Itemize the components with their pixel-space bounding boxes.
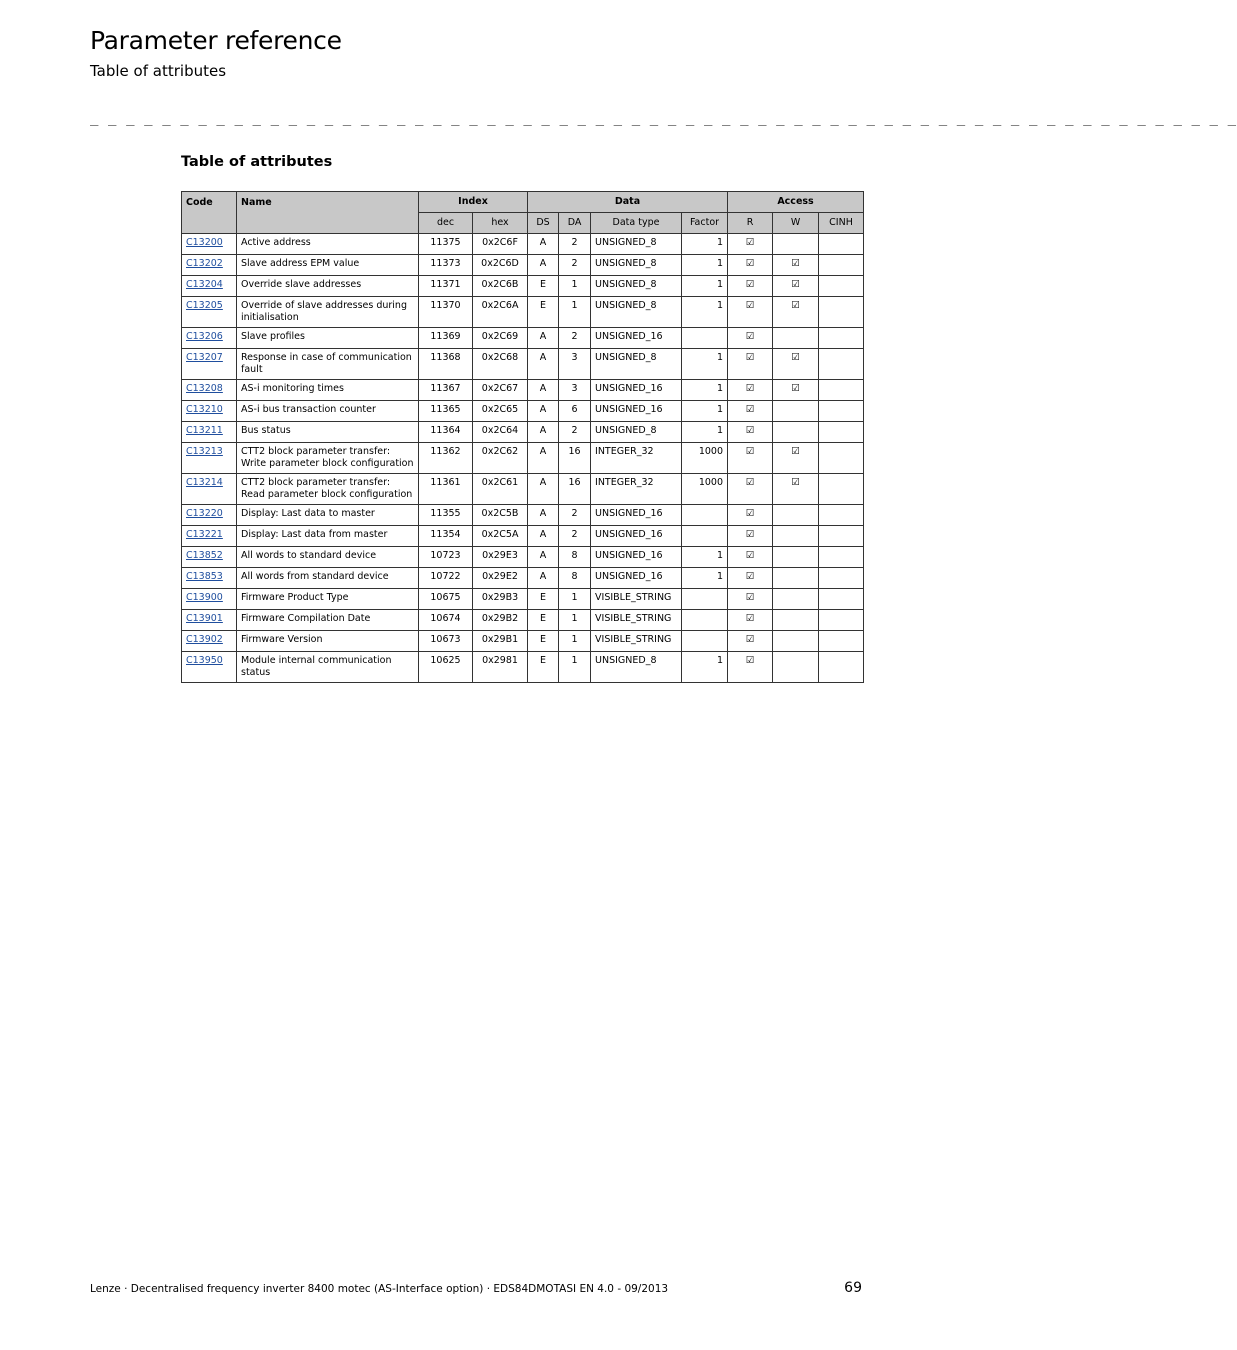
cell-hex: 0x2C61 — [473, 474, 528, 505]
cell-code — [182, 276, 237, 297]
parameter-code-link[interactable]: C13202 — [186, 258, 223, 269]
cell-name: Display: Last data from master — [237, 526, 419, 547]
cell-da: 8 — [559, 547, 591, 568]
cell-datatype: UNSIGNED_8 — [591, 349, 682, 380]
cell-code — [182, 568, 237, 589]
parameter-code-link[interactable]: C13950 — [186, 655, 223, 666]
cell-datatype: UNSIGNED_8 — [591, 255, 682, 276]
table-row — [182, 255, 864, 276]
cell-write-check — [773, 568, 819, 589]
cell-read-check: ☑ — [728, 505, 773, 526]
cell-cinh — [819, 505, 864, 526]
cell-code — [182, 349, 237, 380]
cell-read-check: ☑ — [728, 631, 773, 652]
cell-cinh — [819, 349, 864, 380]
cell-read-check: ☑ — [728, 297, 773, 328]
cell-read-check: ☑ — [728, 652, 773, 683]
cell-read-check: ☑ — [728, 547, 773, 568]
cell-cinh — [819, 547, 864, 568]
cell-datatype: INTEGER_32 — [591, 443, 682, 474]
cell-da: 16 — [559, 474, 591, 505]
cell-da: 2 — [559, 328, 591, 349]
cell-read-check: ☑ — [728, 474, 773, 505]
cell-read-check: ☑ — [728, 422, 773, 443]
cell-ds: A — [528, 328, 559, 349]
cell-hex: 0x2C5A — [473, 526, 528, 547]
cell-da: 2 — [559, 422, 591, 443]
cell-write-check: ☑ — [773, 276, 819, 297]
cell-code — [182, 610, 237, 631]
cell-name: Display: Last data to master — [237, 505, 419, 526]
parameter-code-link[interactable]: C13901 — [186, 613, 223, 624]
cell-factor: 1000 — [682, 474, 728, 505]
header-dec: dec — [419, 213, 473, 234]
cell-dec: 11355 — [419, 505, 473, 526]
header-hex: hex — [473, 213, 528, 234]
cell-cinh — [819, 443, 864, 474]
cell-ds: E — [528, 610, 559, 631]
cell-datatype: UNSIGNED_16 — [591, 526, 682, 547]
cell-code — [182, 255, 237, 276]
cell-write-check — [773, 526, 819, 547]
cell-datatype: UNSIGNED_8 — [591, 422, 682, 443]
cell-code — [182, 297, 237, 328]
cell-da: 1 — [559, 610, 591, 631]
cell-read-check: ☑ — [728, 328, 773, 349]
cell-hex: 0x29E2 — [473, 568, 528, 589]
cell-read-check: ☑ — [728, 276, 773, 297]
cell-read-check: ☑ — [728, 443, 773, 474]
cell-read-check: ☑ — [728, 568, 773, 589]
cell-factor: 1 — [682, 297, 728, 328]
cell-write-check — [773, 422, 819, 443]
cell-cinh — [819, 568, 864, 589]
cell-datatype: VISIBLE_STRING — [591, 631, 682, 652]
cell-write-check — [773, 505, 819, 526]
cell-factor: 1 — [682, 349, 728, 380]
cell-ds: E — [528, 652, 559, 683]
table-row — [182, 380, 864, 401]
cell-code — [182, 526, 237, 547]
header-name: Name — [237, 192, 419, 234]
cell-factor: 1 — [682, 255, 728, 276]
cell-name: Firmware Compilation Date — [237, 610, 419, 631]
cell-dec: 11370 — [419, 297, 473, 328]
cell-cinh — [819, 276, 864, 297]
cell-name: AS-i monitoring times — [237, 380, 419, 401]
table-row — [182, 610, 864, 631]
cell-da: 8 — [559, 568, 591, 589]
cell-dec: 10625 — [419, 652, 473, 683]
cell-hex: 0x29B2 — [473, 610, 528, 631]
cell-write-check — [773, 610, 819, 631]
cell-ds: A — [528, 474, 559, 505]
cell-factor: 1 — [682, 380, 728, 401]
cell-datatype: UNSIGNED_16 — [591, 547, 682, 568]
page-number: 69 — [844, 1280, 862, 1296]
cell-dec: 11365 — [419, 401, 473, 422]
table-row — [182, 422, 864, 443]
cell-name: All words from standard device — [237, 568, 419, 589]
cell-code — [182, 422, 237, 443]
cell-read-check: ☑ — [728, 380, 773, 401]
parameter-code-link[interactable]: C13200 — [186, 237, 223, 248]
cell-name: Firmware Version — [237, 631, 419, 652]
page-title: Parameter reference — [90, 26, 342, 55]
cell-datatype: UNSIGNED_8 — [591, 276, 682, 297]
parameter-code-link[interactable]: C13207 — [186, 352, 223, 363]
cell-read-check: ☑ — [728, 255, 773, 276]
section-heading: Table of attributes — [181, 154, 333, 170]
cell-factor: 1 — [682, 401, 728, 422]
cell-ds: A — [528, 505, 559, 526]
header-ds: DS — [528, 213, 559, 234]
cell-write-check — [773, 234, 819, 255]
parameter-code-link[interactable]: C13221 — [186, 529, 223, 540]
table-row — [182, 526, 864, 547]
cell-dec: 11367 — [419, 380, 473, 401]
cell-cinh — [819, 422, 864, 443]
cell-read-check: ☑ — [728, 610, 773, 631]
parameter-code-link[interactable]: C13205 — [186, 300, 223, 311]
cell-da: 3 — [559, 349, 591, 380]
cell-hex: 0x2981 — [473, 652, 528, 683]
table-row — [182, 349, 864, 380]
parameter-code-link[interactable]: C13852 — [186, 550, 223, 561]
footer-text: Lenze · Decentralised frequency inverter 8400 motec (AS-Interface option) · EDS84DMOTASI EN 4.0 - 09/2013 — [90, 1283, 669, 1295]
table-row — [182, 652, 864, 683]
cell-name: All words to standard device — [237, 547, 419, 568]
cell-ds: A — [528, 234, 559, 255]
cell-write-check: ☑ — [773, 474, 819, 505]
cell-cinh — [819, 401, 864, 422]
cell-ds: A — [528, 380, 559, 401]
table-row — [182, 631, 864, 652]
parameter-code-link[interactable]: C13206 — [186, 331, 223, 342]
header-index: Index — [419, 192, 528, 213]
cell-write-check: ☑ — [773, 443, 819, 474]
cell-factor — [682, 526, 728, 547]
cell-name: Slave address EPM value — [237, 255, 419, 276]
cell-ds: A — [528, 349, 559, 380]
cell-read-check: ☑ — [728, 234, 773, 255]
cell-name: Firmware Product Type — [237, 589, 419, 610]
cell-cinh — [819, 297, 864, 328]
cell-hex: 0x2C69 — [473, 328, 528, 349]
cell-dec: 10723 — [419, 547, 473, 568]
cell-code — [182, 443, 237, 474]
cell-da: 1 — [559, 652, 591, 683]
cell-datatype: INTEGER_32 — [591, 474, 682, 505]
cell-datatype: UNSIGNED_8 — [591, 652, 682, 683]
table-row — [182, 547, 864, 568]
cell-da: 16 — [559, 443, 591, 474]
table-row — [182, 276, 864, 297]
cell-hex: 0x2C5B — [473, 505, 528, 526]
cell-code — [182, 401, 237, 422]
cell-hex: 0x29B1 — [473, 631, 528, 652]
cell-dec: 10675 — [419, 589, 473, 610]
parameter-code-link[interactable]: C13213 — [186, 446, 223, 457]
cell-factor — [682, 505, 728, 526]
parameter-code-link[interactable]: C13214 — [186, 477, 223, 488]
cell-cinh — [819, 474, 864, 505]
cell-hex: 0x2C6A — [473, 297, 528, 328]
cell-ds: E — [528, 297, 559, 328]
page-subtitle: Table of attributes — [90, 62, 227, 80]
cell-name: Active address — [237, 234, 419, 255]
cell-cinh — [819, 631, 864, 652]
cell-da: 2 — [559, 255, 591, 276]
parameter-code-link[interactable]: C13208 — [186, 383, 223, 394]
table-row — [182, 401, 864, 422]
cell-hex: 0x2C68 — [473, 349, 528, 380]
cell-hex: 0x2C67 — [473, 380, 528, 401]
cell-datatype: UNSIGNED_16 — [591, 380, 682, 401]
cell-factor: 1 — [682, 652, 728, 683]
header-data: Data — [528, 192, 728, 213]
cell-da: 2 — [559, 505, 591, 526]
cell-cinh — [819, 380, 864, 401]
cell-dec: 11375 — [419, 234, 473, 255]
cell-cinh — [819, 328, 864, 349]
cell-write-check — [773, 547, 819, 568]
header-code: Code — [182, 192, 237, 234]
cell-code — [182, 631, 237, 652]
cell-code — [182, 328, 237, 349]
cell-cinh — [819, 234, 864, 255]
header-datatype: Data type — [591, 213, 682, 234]
header-divider: _ _ _ _ _ _ _ _ _ _ _ _ _ _ _ _ _ _ _ _ _ _ _ _ _ _ _ _ _ _ _ _ _ _ _ _ _ _ _ _ _ _ _ _ _ _ _ _ _ _ _ _ _ _ _ _ _ _ _ _ _ _ _ _ — [90, 110, 1237, 126]
cell-datatype: UNSIGNED_16 — [591, 568, 682, 589]
table-row — [182, 505, 864, 526]
cell-ds: E — [528, 276, 559, 297]
cell-ds: A — [528, 568, 559, 589]
cell-factor — [682, 610, 728, 631]
cell-dec: 11354 — [419, 526, 473, 547]
parameter-code-link[interactable]: C13902 — [186, 634, 223, 645]
cell-hex: 0x2C6B — [473, 276, 528, 297]
cell-da: 1 — [559, 276, 591, 297]
cell-ds: A — [528, 422, 559, 443]
cell-dec: 11371 — [419, 276, 473, 297]
cell-ds: A — [528, 255, 559, 276]
attributes-table-body — [182, 234, 864, 683]
cell-write-check — [773, 401, 819, 422]
cell-code — [182, 547, 237, 568]
cell-factor — [682, 328, 728, 349]
cell-dec: 11364 — [419, 422, 473, 443]
cell-cinh — [819, 526, 864, 547]
cell-factor: 1 — [682, 234, 728, 255]
table-row — [182, 443, 864, 474]
cell-cinh — [819, 589, 864, 610]
cell-factor: 1 — [682, 422, 728, 443]
cell-hex: 0x29B3 — [473, 589, 528, 610]
parameter-code-link[interactable]: C13900 — [186, 592, 223, 603]
cell-datatype: UNSIGNED_16 — [591, 328, 682, 349]
cell-code — [182, 652, 237, 683]
cell-write-check — [773, 652, 819, 683]
cell-cinh — [819, 610, 864, 631]
cell-ds: E — [528, 589, 559, 610]
cell-da: 2 — [559, 234, 591, 255]
cell-write-check: ☑ — [773, 297, 819, 328]
cell-write-check: ☑ — [773, 255, 819, 276]
cell-read-check: ☑ — [728, 349, 773, 380]
cell-ds: A — [528, 443, 559, 474]
cell-read-check: ☑ — [728, 401, 773, 422]
cell-dec: 11368 — [419, 349, 473, 380]
cell-dec: 10722 — [419, 568, 473, 589]
parameter-code-link[interactable]: C13204 — [186, 279, 223, 290]
cell-da: 2 — [559, 526, 591, 547]
cell-datatype: UNSIGNED_8 — [591, 234, 682, 255]
parameter-code-link[interactable]: C13210 — [186, 404, 223, 415]
cell-factor: 1 — [682, 568, 728, 589]
cell-da: 6 — [559, 401, 591, 422]
parameter-code-link[interactable]: C13220 — [186, 508, 223, 519]
header-w: W — [773, 213, 819, 234]
cell-da: 1 — [559, 589, 591, 610]
cell-hex: 0x2C6D — [473, 255, 528, 276]
cell-da: 1 — [559, 631, 591, 652]
cell-hex: 0x2C62 — [473, 443, 528, 474]
table-row — [182, 589, 864, 610]
cell-dec: 10674 — [419, 610, 473, 631]
cell-dec: 11369 — [419, 328, 473, 349]
cell-hex: 0x2C65 — [473, 401, 528, 422]
cell-da: 3 — [559, 380, 591, 401]
header-da: DA — [559, 213, 591, 234]
cell-factor: 1 — [682, 547, 728, 568]
cell-da: 1 — [559, 297, 591, 328]
table-row — [182, 474, 864, 505]
parameter-code-link[interactable]: C13211 — [186, 425, 223, 436]
cell-dec: 11373 — [419, 255, 473, 276]
cell-datatype: VISIBLE_STRING — [591, 589, 682, 610]
cell-name: Bus status — [237, 422, 419, 443]
cell-ds: A — [528, 547, 559, 568]
cell-dec: 11362 — [419, 443, 473, 474]
cell-datatype: VISIBLE_STRING — [591, 610, 682, 631]
cell-write-check — [773, 589, 819, 610]
cell-ds: A — [528, 401, 559, 422]
cell-name: Override of slave addresses during initialisation — [237, 297, 419, 328]
cell-datatype: UNSIGNED_16 — [591, 505, 682, 526]
cell-hex: 0x2C64 — [473, 422, 528, 443]
cell-code — [182, 234, 237, 255]
cell-dec: 10673 — [419, 631, 473, 652]
header-factor: Factor — [682, 213, 728, 234]
cell-name: Module internal communication status — [237, 652, 419, 683]
cell-write-check: ☑ — [773, 349, 819, 380]
cell-read-check: ☑ — [728, 589, 773, 610]
cell-datatype: UNSIGNED_16 — [591, 401, 682, 422]
cell-cinh — [819, 255, 864, 276]
table-row — [182, 328, 864, 349]
cell-code — [182, 474, 237, 505]
cell-name: Response in case of communication fault — [237, 349, 419, 380]
table-row — [182, 297, 864, 328]
cell-hex: 0x29E3 — [473, 547, 528, 568]
cell-dec: 11361 — [419, 474, 473, 505]
table-row — [182, 234, 864, 255]
cell-hex: 0x2C6F — [473, 234, 528, 255]
cell-code — [182, 380, 237, 401]
cell-cinh — [819, 652, 864, 683]
parameter-code-link[interactable]: C13853 — [186, 571, 223, 582]
cell-name: Slave profiles — [237, 328, 419, 349]
cell-write-check — [773, 328, 819, 349]
cell-code — [182, 505, 237, 526]
header-access: Access — [728, 192, 864, 213]
cell-datatype: UNSIGNED_8 — [591, 297, 682, 328]
cell-code — [182, 589, 237, 610]
cell-factor: 1 — [682, 276, 728, 297]
cell-ds: A — [528, 526, 559, 547]
header-cinh: CINH — [819, 213, 864, 234]
header-r: R — [728, 213, 773, 234]
cell-write-check — [773, 631, 819, 652]
attributes-table — [181, 191, 864, 683]
cell-ds: E — [528, 631, 559, 652]
cell-factor: 1000 — [682, 443, 728, 474]
cell-name: AS-i bus transaction counter — [237, 401, 419, 422]
table-row — [182, 568, 864, 589]
cell-factor — [682, 589, 728, 610]
cell-write-check: ☑ — [773, 380, 819, 401]
cell-factor — [682, 631, 728, 652]
cell-read-check: ☑ — [728, 526, 773, 547]
cell-name: CTT2 block parameter transfer: Write parameter block configuration — [237, 443, 419, 474]
cell-name: Override slave addresses — [237, 276, 419, 297]
cell-name: CTT2 block parameter transfer: Read parameter block configuration — [237, 474, 419, 505]
